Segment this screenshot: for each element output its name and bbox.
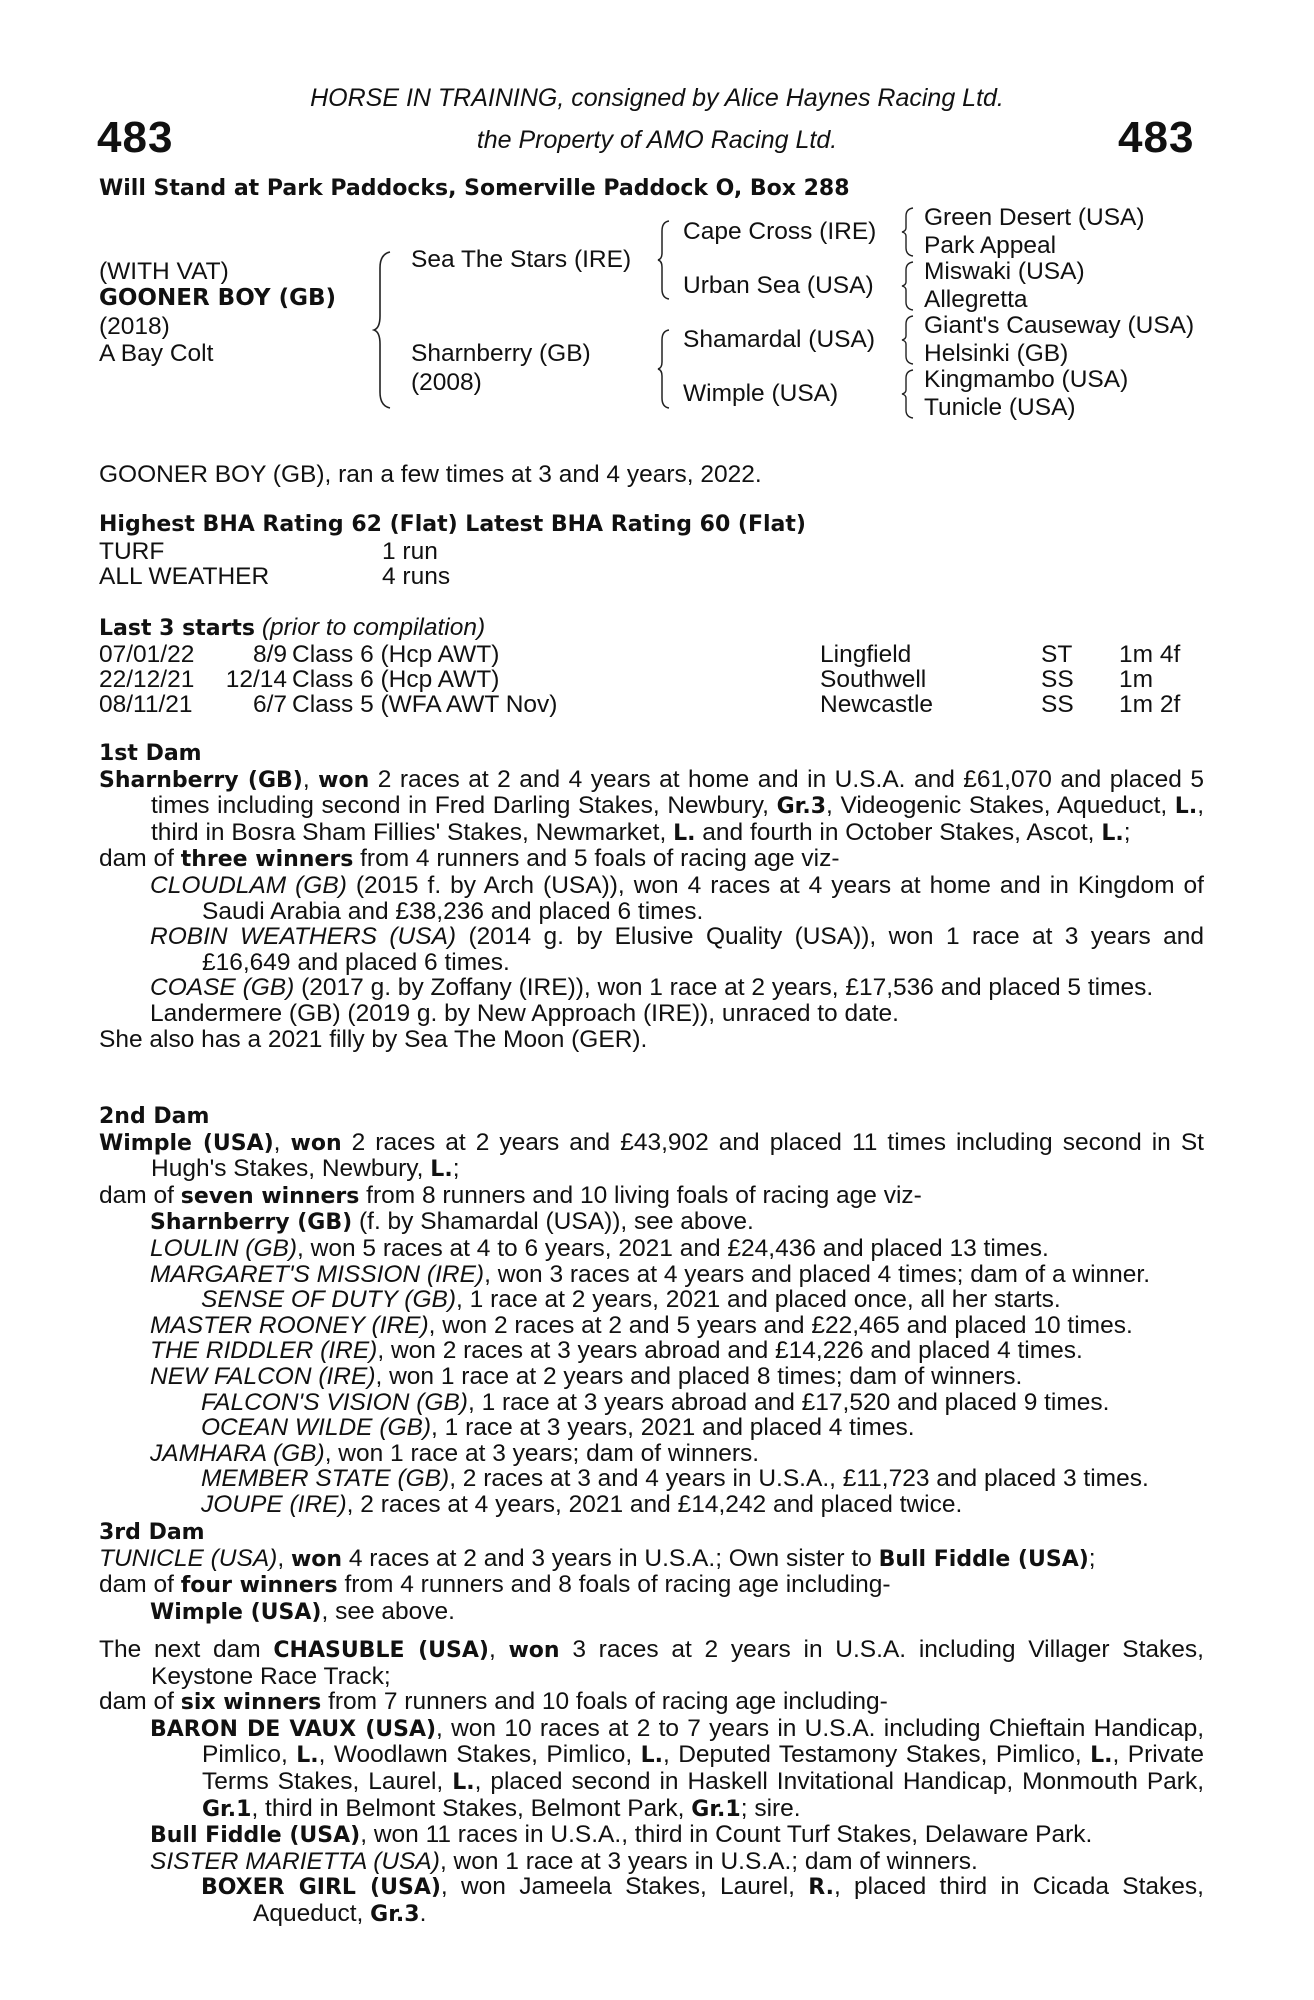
dam-dam: Wimple (USA) [683,380,839,407]
dam-name: Wimple (USA) [99,1130,274,1156]
won-label: won [508,1638,560,1663]
pedigree-brace-g1 [900,206,916,258]
text: 2 races at 2 years and £43,902 and placed 11 times including second in St Hugh's Stakes, Newbury, [151,1128,1204,1183]
last-starts-title: Last 3 starts [99,616,256,641]
start-race: Class 5 (WFA AWT Nov) [292,691,558,718]
third-dam-produce-summary [99,1572,1204,1599]
start-position: 8/9 [252,641,287,668]
first-dam-record [99,767,1204,847]
produce-entry-sub [99,1390,1204,1416]
produce-entry [99,1236,1204,1262]
offspring-name: COASE (GB) [150,974,295,1002]
last-starts-note: (prior to compilation) [261,614,486,641]
sire-name: Sea The Stars (IRE) [411,246,632,273]
pedigree-brace-g2 [900,260,916,312]
offspring-name: SENSE OF DUTY (GB) [201,1286,457,1314]
text: ; [1088,1544,1096,1572]
lot-number-right: 483 [1118,113,1195,162]
start-course: Southwell [820,666,927,693]
start-position: 12/14 [225,666,287,693]
text: , Woodlawn Stakes, Pimlico, [318,1741,641,1769]
fourth-dam-section [99,1637,1204,1928]
pedigree-brace-g3 [900,314,916,366]
offspring-name: Sharnberry (GB) [150,1210,353,1236]
text: , won 10 races at 2 to 7 years in U.S.A. including Chieftain Handicap, Pimlico, [202,1714,1204,1769]
run-count: 1 run [382,538,438,565]
text: , won 11 races in U.S.A., third in Count Turf Stakes, Delaware Park. [360,1821,1093,1849]
first-dam-section [99,741,1204,1052]
text: , won Jameela Stakes, Laurel, [440,1873,809,1901]
ratings-title: Highest BHA Rating 62 (Flat) Latest BHA Rating 60 (Flat) [99,512,806,537]
start-course: Newcastle [820,691,934,718]
produce-entry [99,1716,1204,1822]
fourth-dam-produce-summary [99,1689,1204,1716]
start-date: 07/01/22 [99,641,195,668]
listed-label: L. [640,1743,663,1769]
text: from 7 runners and 10 foals of racing age including- [321,1688,888,1716]
restricted-label: R. [808,1875,834,1901]
text: dam of [99,1688,181,1716]
offspring-name: MEMBER STATE (GB) [201,1465,450,1493]
text: , won 2 races at 2 and 5 years and £22,465 and placed 10 times. [428,1311,1133,1339]
won-label: won [318,767,370,793]
listed-label: L. [430,1157,453,1183]
listed-label: L. [1174,794,1198,820]
first-dam-produce-summary [99,846,1204,873]
text: , 2 races at 3 and 4 years in U.S.A., £11,723 and placed 3 times. [449,1465,1149,1493]
text: The next dam [99,1636,274,1663]
text: (2015 f. by Arch (USA)), won 4 races at 4 years at home and in Kingdom of Saudi Arabia and £38,236 and placed 6 times. [202,871,1204,925]
produce-entry: Landermere (GB) (2019 g. by New Approach (IRE)), unraced to date. [150,999,899,1027]
pedigree-brace-g4 [900,368,916,420]
text: , 1 race at 3 years, 2021 and placed 4 times. [431,1414,915,1442]
ancestor-allegretta: Allegretta [924,286,1028,313]
text: ; sire. [740,1794,801,1822]
stand-location: Will Stand at Park Paddocks, Somerville Paddock O, Box 288 [99,176,850,201]
start-race: Class 6 (Hcp AWT) [292,641,500,668]
horse-description: A Bay Colt [99,340,214,367]
offspring-name: JOUPE (IRE) [201,1490,347,1518]
text: (2014 g. by Elusive Quality (USA)), won 1 race at 3 years and £16,649 and placed 6 times. [202,923,1204,976]
sire-dam: Urban Sea (USA) [683,272,874,299]
pedigree-brace-main [372,250,394,410]
text: , Deputed Testamony Stakes, Pimlico, [662,1741,1091,1769]
ancestor-green-desert: Green Desert (USA) [924,204,1145,231]
start-date: 08/11/21 [99,691,193,718]
third-dam-record [99,1546,1204,1573]
text: , [488,1636,509,1663]
dam-name: Sharnberry (GB) [99,767,303,793]
grade-label: Gr.3 [776,794,827,820]
second-dam-produce-summary [99,1183,1204,1210]
text: from 8 runners and 10 living foals of racing age viz- [359,1181,922,1209]
surface-label: ALL WEATHER [99,563,270,590]
dam-year: (2008) [411,369,482,396]
grade-label: Gr.1 [202,1796,252,1822]
text: , 1 race at 2 years, 2021 and placed once, all her starts. [456,1286,1061,1314]
sibling-name: Bull Fiddle (USA) [878,1546,1089,1572]
text: , third in Belmont Stakes, Belmont Park, [251,1794,692,1822]
start-course: Lingfield [820,641,912,668]
surface-label: TURF [99,538,165,565]
listed-label: L. [1090,1743,1113,1769]
start-going: SS [1041,691,1074,718]
offspring-name: JAMHARA (GB) [150,1439,325,1467]
produce-entry [99,1338,1204,1364]
text: , [302,765,319,793]
start-position: 6/7 [252,691,287,718]
fourth-dam-record [99,1637,1204,1689]
text: , see above. [321,1597,455,1625]
ancestor-kingmambo: Kingmambo (USA) [924,366,1129,393]
won-label: won [290,1130,342,1156]
ancestor-tunicle: Tunicle (USA) [924,394,1076,421]
listed-label: L. [452,1769,475,1795]
produce-entry-sub [99,1874,1204,1927]
text: (2017 g. by Zoffany (IRE)), won 1 race at 2 years, £17,536 and placed 5 times. [294,974,1154,1002]
text: , won 1 race at 2 years and placed 8 times; dam of winners. [375,1362,1023,1390]
text: from 4 runners and 5 foals of racing age viz- [353,845,840,873]
pedigree-brace-sire [656,219,672,301]
offspring-name: NEW FALCON (IRE) [150,1362,376,1390]
start-going: ST [1041,641,1073,668]
last-starts-heading [99,614,485,642]
winners-count: six winners [180,1690,322,1716]
dam-name: Sharnberry (GB) [411,340,591,367]
offspring-name: FALCON'S VISION (GB) [201,1388,468,1416]
sire-sire: Cape Cross (IRE) [683,218,877,245]
text: and fourth in October Stakes, Ascot, [695,818,1102,846]
dam-name: CHASUBLE (USA) [273,1638,489,1663]
grade-label: Gr.1 [691,1796,741,1822]
text: 3 races at 2 years in U.S.A. including Villager Stakes, Keystone Race Track; [151,1636,1204,1690]
produce-entry [99,1822,1204,1849]
vat-note: (WITH VAT) [99,258,229,285]
offspring-name: MASTER ROONEY (IRE) [150,1311,429,1339]
text: dam of [99,1571,181,1599]
text: , Private Terms Stakes, Laurel, [202,1741,1204,1795]
lot-number-left: 483 [97,113,174,162]
text: , placed third in Cicada Stakes, Aqueduct, [253,1873,1204,1927]
listed-label: L. [1101,820,1124,846]
offspring-name: BOXER GIRL (USA) [201,1875,441,1901]
ancestor-helsinki: Helsinki (GB) [924,340,1069,367]
offspring-name: Wimple (USA) [150,1599,322,1625]
second-dam-heading: 2nd Dam [99,1104,210,1129]
text: 4 races at 2 and 3 years in U.S.A.; Own sister to [342,1544,879,1572]
horse-year: (2018) [99,313,170,340]
produce-entry-sub [99,1466,1204,1492]
ratings-row-turf [99,538,438,566]
produce-note: She also has a 2021 filly by Sea The Moon (GER). [99,1025,648,1053]
start-going: SS [1041,666,1074,693]
text: dam of [99,845,181,873]
run-count: 4 runs [382,563,451,590]
offspring-name: OCEAN WILDE (GB) [201,1414,432,1442]
offspring-name: MARGARET'S MISSION (IRE) [150,1260,485,1288]
second-dam-record [99,1130,1204,1183]
offspring-name: LOULIN (GB) [150,1234,298,1262]
produce-entry [99,1262,1204,1288]
race-summary: GOONER BOY (GB), ran a few times at 3 and 4 years, 2022. [99,461,762,488]
text: , 2 races at 4 years, 2021 and £14,242 and placed twice. [346,1490,963,1518]
produce-entry [99,1599,1204,1626]
text: ; [1123,818,1131,846]
winners-count: four winners [180,1573,338,1599]
ancestor-park-appeal: Park Appeal [924,232,1057,259]
dam-sire: Shamardal (USA) [683,326,875,353]
produce-entry [99,873,1204,924]
consignor-line: HORSE IN TRAINING, consigned by Alice Haynes Racing Ltd. [310,84,1004,112]
text: , won 5 races at 4 to 6 years, 2021 and £24,436 and placed 13 times. [297,1234,1049,1262]
property-line: the Property of AMO Racing Ltd. [476,126,838,154]
offspring-name: BARON DE VAUX (USA) [150,1716,437,1742]
text: , won 3 races at 4 years and placed 4 times; dam of a winner. [484,1260,1151,1288]
produce-entry [99,924,1204,975]
ancestor-giants-causeway: Giant's Causeway (USA) [924,312,1195,339]
dam-name: TUNICLE (USA) [99,1544,278,1572]
grade-label: Gr.3 [370,1901,420,1927]
listed-label: L. [673,820,696,846]
winners-count: seven winners [180,1183,360,1209]
text: , [273,1128,291,1156]
offspring-name: Bull Fiddle (USA) [150,1823,361,1849]
produce-entry [99,975,1204,1001]
winners-count: three winners [180,847,354,873]
first-dam-heading: 1st Dam [99,741,202,766]
text: , [277,1544,291,1572]
text: , won 1 race at 3 years; dam of winners. [324,1439,760,1467]
offspring-name: ROBIN WEATHERS (USA) [150,923,457,951]
pedigree-brace-dam [656,328,672,410]
text: , third in Bosra Sham Fillies' Stakes, Newmarket, [151,792,1204,846]
start-date: 22/12/21 [99,666,195,693]
produce-entry-sub [99,1492,1204,1518]
text: ; [452,1155,460,1183]
offspring-name: SISTER MARIETTA (USA) [150,1847,440,1875]
produce-entry [99,1441,1204,1467]
produce-entry-sub [99,1287,1204,1313]
text: , 1 race at 3 years abroad and £17,520 and placed 9 times. [467,1388,1110,1416]
third-dam-heading: 3rd Dam [99,1520,205,1545]
start-distance: 1m [1119,666,1154,693]
start-distance: 1m 2f [1119,691,1181,718]
start-race: Class 6 (Hcp AWT) [292,666,500,693]
offspring-name: THE RIDDLER (IRE) [150,1337,378,1365]
produce-entry [99,1313,1204,1339]
horse-name: GOONER BOY (GB) [99,285,337,311]
produce-entry-sub [99,1415,1204,1441]
ratings-row-all-weather [99,563,450,591]
second-dam-section [99,1104,1204,1518]
text: , won 2 races at 3 years abroad and £14,226 and placed 4 times. [377,1337,1083,1365]
text: from 4 runners and 8 foals of racing age including- [337,1571,891,1599]
third-dam-section [99,1520,1204,1625]
text: . [419,1899,427,1927]
start-distance: 1m 4f [1119,641,1181,668]
produce-entry [99,1364,1204,1390]
text: (f. by Shamardal (USA)), see above. [352,1208,754,1236]
text: , won 1 race at 3 years in U.S.A.; dam of winners. [439,1847,978,1875]
won-label: won [290,1546,343,1572]
text: dam of [99,1181,181,1209]
text: , placed second in Haskell Invitational Handicap, Monmouth Park, [474,1767,1205,1795]
text: 2 races at 2 and 4 years at home and in U.S.A. and £61,070 and placed 5 times including second in Fred Darling Stakes, Newbury, [151,765,1204,820]
text: , Videogenic Stakes, Aqueduct, [826,792,1175,820]
listed-label: L. [296,1743,319,1769]
offspring-name: CLOUDLAM (GB) [150,871,347,899]
ancestor-miswaki: Miswaki (USA) [924,258,1085,285]
produce-entry [99,1209,1204,1236]
produce-entry [99,1849,1204,1875]
